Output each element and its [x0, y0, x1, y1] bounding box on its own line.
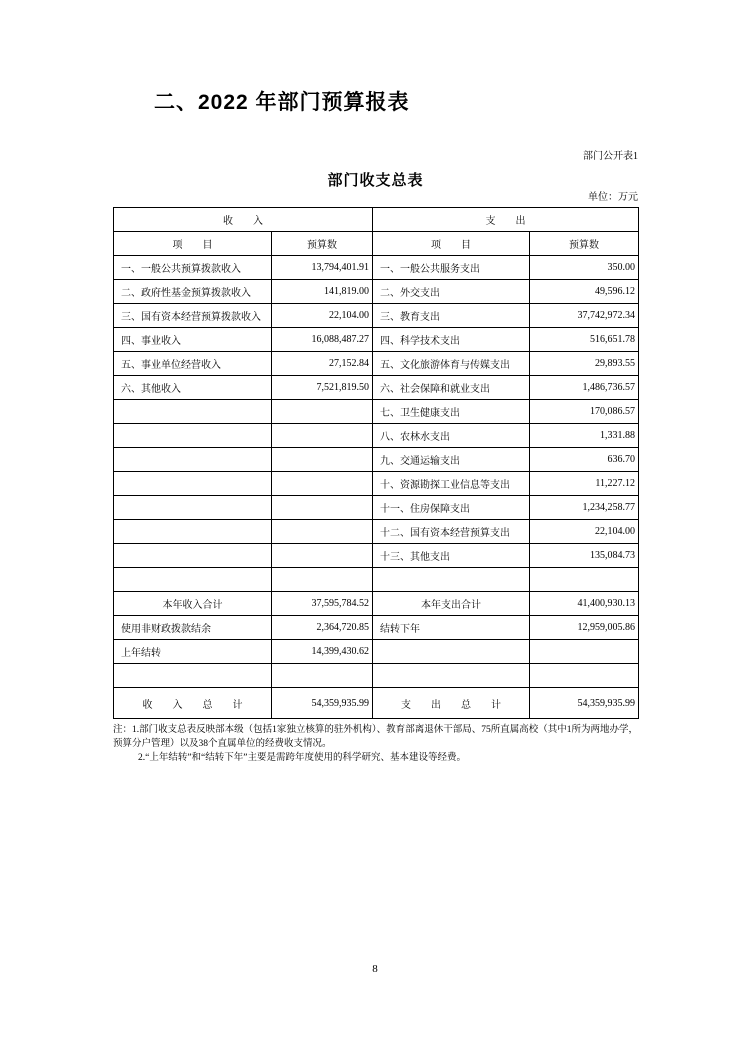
- table-row: [114, 664, 639, 688]
- table-title: 部门收支总表: [327, 172, 424, 189]
- expense-item-cell: 结转下年: [373, 616, 530, 640]
- income-total-label: 收 入 总 计: [114, 688, 272, 719]
- expense-value-cell: [530, 640, 639, 664]
- expense-item-cell: 七、卫生健康支出: [373, 400, 530, 424]
- expense-item-cell: 十三、其他支出: [373, 544, 530, 568]
- income-value-cell: 7,521,819.50: [272, 376, 373, 400]
- expense-value-cell: [530, 664, 639, 688]
- expense-total-value: 54,359,935.99: [530, 688, 639, 719]
- table-row: [114, 448, 639, 472]
- expense-value-cell: 22,104.00: [530, 520, 639, 544]
- table-row: [114, 520, 639, 544]
- expense-item-cell: 二、外交支出: [373, 280, 530, 304]
- income-value-cell: 13,794,401.91: [272, 256, 373, 280]
- expense-subtotal-label: 本年支出合计: [373, 592, 530, 616]
- table-row: [114, 304, 639, 328]
- income-item-cell: 使用非财政拨款结余: [114, 616, 272, 640]
- expense-item-cell: [373, 664, 530, 688]
- expense-value-cell: 1,331.88: [530, 424, 639, 448]
- expense-value-cell: 12,959,005.86: [530, 616, 639, 640]
- expense-value-cell: 135,084.73: [530, 544, 639, 568]
- expense-item-cell: 一、一般公共服务支出: [373, 256, 530, 280]
- budget-sheet: [113, 150, 638, 765]
- expense-item-cell: [373, 640, 530, 664]
- income-value-cell: [272, 496, 373, 520]
- income-subtotal-label: 本年收入合计: [114, 592, 272, 616]
- expense-item-cell: [373, 568, 530, 592]
- table-row: [114, 640, 639, 664]
- income-value-cell: 16,088,487.27: [272, 328, 373, 352]
- budget-table: [113, 207, 639, 719]
- income-item-cell: [114, 520, 272, 544]
- table-row: [114, 472, 639, 496]
- section-heading: 二、2022 年部门预算报表: [154, 91, 410, 114]
- income-total-value: 54,359,935.99: [272, 688, 373, 719]
- income-subtotal-value: 37,595,784.52: [272, 592, 373, 616]
- income-item-cell: [114, 424, 272, 448]
- expense-item-cell: 五、文化旅游体育与传媒支出: [373, 352, 530, 376]
- page-number: 8: [372, 963, 378, 975]
- expense-item-cell: 十、资源勘探工业信息等支出: [373, 472, 530, 496]
- income-value-cell: [272, 424, 373, 448]
- income-item-cell: [114, 496, 272, 520]
- table-row: [114, 376, 639, 400]
- income-budget-header: 预算数: [272, 232, 373, 256]
- expense-item-cell: 四、科学技术支出: [373, 328, 530, 352]
- expense-total-label: 支 出 总 计: [373, 688, 530, 719]
- income-item-cell: [114, 664, 272, 688]
- expense-budget-header: 预算数: [530, 232, 639, 256]
- expense-value-cell: 170,086.57: [530, 400, 639, 424]
- grand-total-row: [114, 688, 639, 719]
- group-header-row: [114, 208, 639, 232]
- expense-value-cell: [530, 568, 639, 592]
- income-value-cell: 14,399,430.62: [272, 640, 373, 664]
- income-value-cell: 27,152.84: [272, 352, 373, 376]
- income-item-cell: 六、其他收入: [114, 376, 272, 400]
- income-item-cell: 二、政府性基金预算拨款收入: [114, 280, 272, 304]
- table-row: [114, 352, 639, 376]
- expense-value-cell: 636.70: [530, 448, 639, 472]
- table-row: [114, 568, 639, 592]
- table-row: [114, 280, 639, 304]
- expense-value-cell: 1,486,736.57: [530, 376, 639, 400]
- income-value-cell: [272, 400, 373, 424]
- income-value-cell: [272, 664, 373, 688]
- footnote-2: 2.“上年结转”和“结转下年”主要是需跨年度使用的科学研究、基本建设等经费。: [138, 753, 466, 763]
- income-item-cell: 五、事业单位经营收入: [114, 352, 272, 376]
- income-item-cell: 三、国有资本经营预算拨款收入: [114, 304, 272, 328]
- footnotes: [113, 723, 638, 765]
- income-item-cell: [114, 568, 272, 592]
- income-value-cell: 2,364,720.85: [272, 616, 373, 640]
- subtotal-row: [114, 592, 639, 616]
- column-header-row: [114, 232, 639, 256]
- income-value-cell: 141,819.00: [272, 280, 373, 304]
- table-label: 部门公开表1: [583, 151, 638, 162]
- income-item-cell: [114, 544, 272, 568]
- income-item-cell: [114, 400, 272, 424]
- income-item-cell: 上年结转: [114, 640, 272, 664]
- expense-subtotal-value: 41,400,930.13: [530, 592, 639, 616]
- expense-value-cell: 350.00: [530, 256, 639, 280]
- table-row: [114, 616, 639, 640]
- table-row: [114, 328, 639, 352]
- income-item-cell: 四、事业收入: [114, 328, 272, 352]
- expense-value-cell: 1,234,258.77: [530, 496, 639, 520]
- expense-value-cell: 37,742,972.34: [530, 304, 639, 328]
- expense-item-cell: 六、社会保障和就业支出: [373, 376, 530, 400]
- income-value-cell: 22,104.00: [272, 304, 373, 328]
- income-value-cell: [272, 544, 373, 568]
- expense-item-cell: 十一、住房保障支出: [373, 496, 530, 520]
- table-row: [114, 256, 639, 280]
- unit-label: 单位：万元: [588, 192, 638, 203]
- income-group-header: 收 入: [114, 208, 373, 232]
- income-item-header: 项 目: [114, 232, 272, 256]
- table-row: [114, 424, 639, 448]
- expense-value-cell: 11,227.12: [530, 472, 639, 496]
- expense-value-cell: 516,651.78: [530, 328, 639, 352]
- expense-item-cell: 九、交通运输支出: [373, 448, 530, 472]
- expense-value-cell: 29,893.55: [530, 352, 639, 376]
- income-value-cell: [272, 448, 373, 472]
- income-item-cell: [114, 472, 272, 496]
- footnote-1: 注：1.部门收支总表反映部本级（包括1家独立核算的驻外机构）、教育部离退休干部局、75所直属高校（其中1所为两地办学，预算分户管理）以及38个直属单位的经费收支情况。: [113, 725, 638, 749]
- table-row: [114, 400, 639, 424]
- income-item-cell: 一、一般公共预算拨款收入: [114, 256, 272, 280]
- expense-group-header: 支 出: [373, 208, 639, 232]
- income-item-cell: [114, 448, 272, 472]
- income-value-cell: [272, 520, 373, 544]
- expense-item-cell: 十二、国有资本经营预算支出: [373, 520, 530, 544]
- table-row: [114, 496, 639, 520]
- expense-item-cell: 三、教育支出: [373, 304, 530, 328]
- table-row: [114, 544, 639, 568]
- expense-item-cell: 八、农林水支出: [373, 424, 530, 448]
- income-value-cell: [272, 568, 373, 592]
- income-value-cell: [272, 472, 373, 496]
- expense-value-cell: 49,596.12: [530, 280, 639, 304]
- expense-item-header: 项 目: [373, 232, 530, 256]
